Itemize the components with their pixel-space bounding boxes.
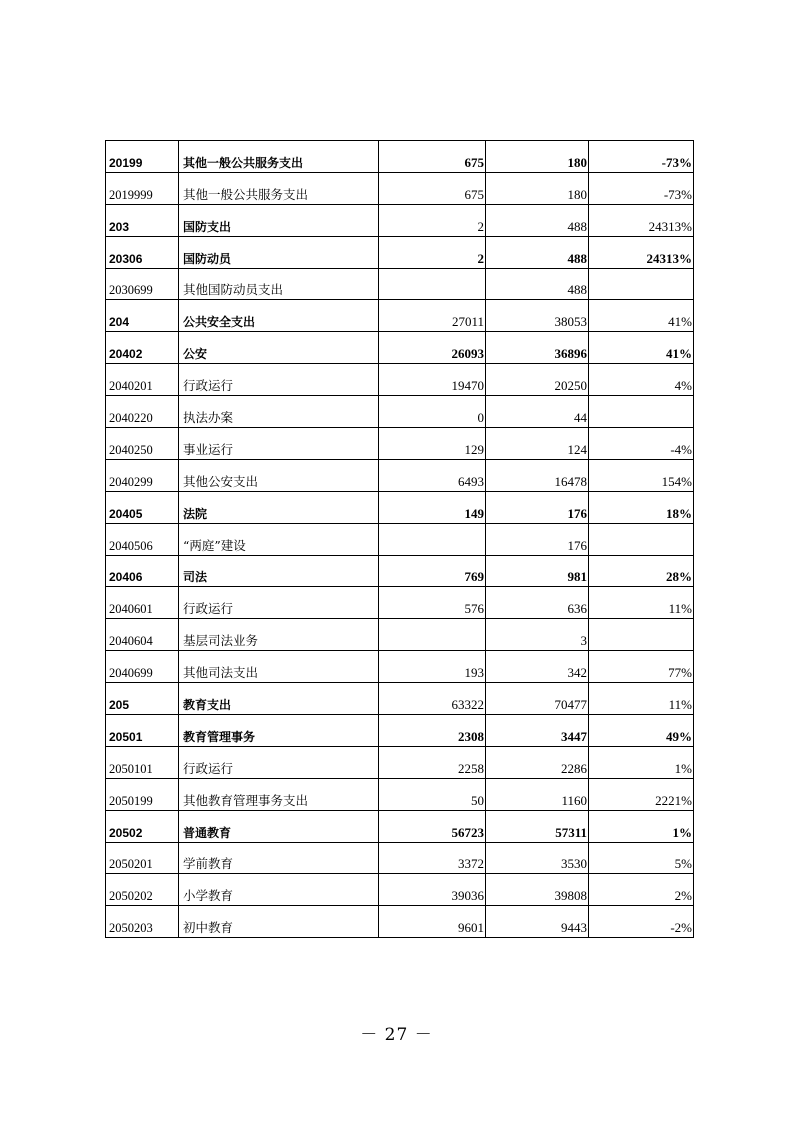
prior-amount-cell: 193 — [379, 651, 486, 683]
prior-amount-cell: 769 — [379, 555, 486, 587]
prior-amount-cell: 675 — [379, 141, 486, 173]
item-name-cell: 教育支出 — [179, 683, 379, 715]
change-percent-cell: 41% — [589, 300, 694, 332]
prior-amount-cell: 3372 — [379, 842, 486, 874]
item-name-cell: 基层司法业务 — [179, 619, 379, 651]
current-amount-cell: 44 — [486, 396, 589, 428]
current-amount-cell: 16478 — [486, 459, 589, 491]
current-amount-cell: 36896 — [486, 332, 589, 364]
item-name-cell: 国防动员 — [179, 236, 379, 268]
current-amount-cell: 3530 — [486, 842, 589, 874]
item-name-cell: 教育管理事务 — [179, 715, 379, 747]
item-name-cell: 公安 — [179, 332, 379, 364]
table-row — [106, 906, 694, 938]
change-percent-cell: 24313% — [589, 236, 694, 268]
item-code-cell: 2040699 — [106, 651, 179, 683]
change-percent-cell: 154% — [589, 459, 694, 491]
change-percent-cell: 28% — [589, 555, 694, 587]
prior-amount-cell: 19470 — [379, 364, 486, 396]
item-name-cell: 学前教育 — [179, 842, 379, 874]
change-percent-cell: -2% — [589, 906, 694, 938]
item-name-cell: “两庭”建设 — [179, 523, 379, 555]
item-code-cell: 20199 — [106, 141, 179, 173]
table-row — [106, 172, 694, 204]
item-name-cell: 其他国防动员支出 — [179, 268, 379, 300]
current-amount-cell: 2286 — [486, 746, 589, 778]
prior-amount-cell — [379, 619, 486, 651]
item-code-cell: 2050202 — [106, 874, 179, 906]
change-percent-cell: 41% — [589, 332, 694, 364]
table-row — [106, 555, 694, 587]
item-code-cell: 203 — [106, 204, 179, 236]
item-code-cell: 205 — [106, 683, 179, 715]
table-row — [106, 874, 694, 906]
table-row — [106, 746, 694, 778]
page-number: － 27 － — [360, 1025, 433, 1045]
current-amount-cell: 3 — [486, 619, 589, 651]
current-amount-cell: 38053 — [486, 300, 589, 332]
item-name-cell: 国防支出 — [179, 204, 379, 236]
prior-amount-cell — [379, 268, 486, 300]
item-code-cell: 20402 — [106, 332, 179, 364]
current-amount-cell: 180 — [486, 141, 589, 173]
item-code-cell: 2040601 — [106, 587, 179, 619]
table-row — [106, 332, 694, 364]
current-amount-cell: 1160 — [486, 778, 589, 810]
table-row — [106, 810, 694, 842]
prior-amount-cell: 56723 — [379, 810, 486, 842]
table-row — [106, 842, 694, 874]
prior-amount-cell: 2 — [379, 236, 486, 268]
table-row — [106, 651, 694, 683]
current-amount-cell: 488 — [486, 268, 589, 300]
change-percent-cell: 18% — [589, 491, 694, 523]
table-row — [106, 396, 694, 428]
item-code-cell: 2040250 — [106, 428, 179, 460]
item-name-cell: 其他一般公共服务支出 — [179, 141, 379, 173]
change-percent-cell: -73% — [589, 141, 694, 173]
table-row — [106, 236, 694, 268]
table-row — [106, 364, 694, 396]
item-code-cell: 2040220 — [106, 396, 179, 428]
current-amount-cell: 636 — [486, 587, 589, 619]
item-code-cell: 2030699 — [106, 268, 179, 300]
change-percent-cell — [589, 268, 694, 300]
table-row — [106, 491, 694, 523]
item-code-cell: 20406 — [106, 555, 179, 587]
item-code-cell: 20502 — [106, 810, 179, 842]
item-name-cell: 行政运行 — [179, 587, 379, 619]
item-name-cell: 行政运行 — [179, 364, 379, 396]
change-percent-cell: -4% — [589, 428, 694, 460]
item-code-cell: 2050203 — [106, 906, 179, 938]
table-body — [106, 141, 694, 938]
item-name-cell: 其他一般公共服务支出 — [179, 172, 379, 204]
current-amount-cell: 176 — [486, 491, 589, 523]
change-percent-cell: 5% — [589, 842, 694, 874]
table-row — [106, 587, 694, 619]
change-percent-cell — [589, 619, 694, 651]
item-name-cell: 小学教育 — [179, 874, 379, 906]
item-code-cell: 20306 — [106, 236, 179, 268]
prior-amount-cell: 50 — [379, 778, 486, 810]
item-name-cell: 司法 — [179, 555, 379, 587]
item-name-cell: 其他公安支出 — [179, 459, 379, 491]
change-percent-cell: 24313% — [589, 204, 694, 236]
item-name-cell: 执法办案 — [179, 396, 379, 428]
item-name-cell: 其他教育管理事务支出 — [179, 778, 379, 810]
item-code-cell: 2040506 — [106, 523, 179, 555]
prior-amount-cell: 2258 — [379, 746, 486, 778]
current-amount-cell: 488 — [486, 236, 589, 268]
prior-amount-cell: 2308 — [379, 715, 486, 747]
table-row — [106, 204, 694, 236]
prior-amount-cell: 0 — [379, 396, 486, 428]
table-row — [106, 683, 694, 715]
prior-amount-cell: 149 — [379, 491, 486, 523]
prior-amount-cell: 2 — [379, 204, 486, 236]
item-name-cell: 公共安全支出 — [179, 300, 379, 332]
current-amount-cell: 39808 — [486, 874, 589, 906]
current-amount-cell: 488 — [486, 204, 589, 236]
item-code-cell: 2019999 — [106, 172, 179, 204]
item-code-cell: 2040201 — [106, 364, 179, 396]
table-row — [106, 523, 694, 555]
change-percent-cell: 4% — [589, 364, 694, 396]
change-percent-cell — [589, 396, 694, 428]
prior-amount-cell: 9601 — [379, 906, 486, 938]
item-code-cell: 204 — [106, 300, 179, 332]
table-row — [106, 778, 694, 810]
change-percent-cell: 49% — [589, 715, 694, 747]
prior-amount-cell: 675 — [379, 172, 486, 204]
prior-amount-cell: 6493 — [379, 459, 486, 491]
item-code-cell: 20501 — [106, 715, 179, 747]
change-percent-cell: 1% — [589, 746, 694, 778]
change-percent-cell: 77% — [589, 651, 694, 683]
current-amount-cell: 342 — [486, 651, 589, 683]
item-code-cell: 2050201 — [106, 842, 179, 874]
current-amount-cell: 3447 — [486, 715, 589, 747]
prior-amount-cell: 26093 — [379, 332, 486, 364]
prior-amount-cell: 63322 — [379, 683, 486, 715]
change-percent-cell: 11% — [589, 683, 694, 715]
prior-amount-cell: 576 — [379, 587, 486, 619]
item-name-cell: 普通教育 — [179, 810, 379, 842]
prior-amount-cell: 129 — [379, 428, 486, 460]
table-row — [106, 428, 694, 460]
change-percent-cell: 2% — [589, 874, 694, 906]
table-row — [106, 459, 694, 491]
item-name-cell: 其他司法支出 — [179, 651, 379, 683]
item-code-cell: 20405 — [106, 491, 179, 523]
prior-amount-cell — [379, 523, 486, 555]
prior-amount-cell: 39036 — [379, 874, 486, 906]
change-percent-cell: 2221% — [589, 778, 694, 810]
current-amount-cell: 20250 — [486, 364, 589, 396]
item-name-cell: 初中教育 — [179, 906, 379, 938]
item-code-cell: 2040604 — [106, 619, 179, 651]
item-name-cell: 事业运行 — [179, 428, 379, 460]
table-row — [106, 268, 694, 300]
item-code-cell: 2040299 — [106, 459, 179, 491]
current-amount-cell: 70477 — [486, 683, 589, 715]
prior-amount-cell: 27011 — [379, 300, 486, 332]
current-amount-cell: 176 — [486, 523, 589, 555]
change-percent-cell: -73% — [589, 172, 694, 204]
current-amount-cell: 124 — [486, 428, 589, 460]
table-row — [106, 619, 694, 651]
current-amount-cell: 981 — [486, 555, 589, 587]
change-percent-cell — [589, 523, 694, 555]
change-percent-cell: 11% — [589, 587, 694, 619]
current-amount-cell: 9443 — [486, 906, 589, 938]
table-row — [106, 715, 694, 747]
budget-table — [105, 140, 694, 938]
item-name-cell: 法院 — [179, 491, 379, 523]
table-row — [106, 141, 694, 173]
item-name-cell: 行政运行 — [179, 746, 379, 778]
current-amount-cell: 180 — [486, 172, 589, 204]
table-row — [106, 300, 694, 332]
current-amount-cell: 57311 — [486, 810, 589, 842]
item-code-cell: 2050101 — [106, 746, 179, 778]
change-percent-cell: 1% — [589, 810, 694, 842]
item-code-cell: 2050199 — [106, 778, 179, 810]
